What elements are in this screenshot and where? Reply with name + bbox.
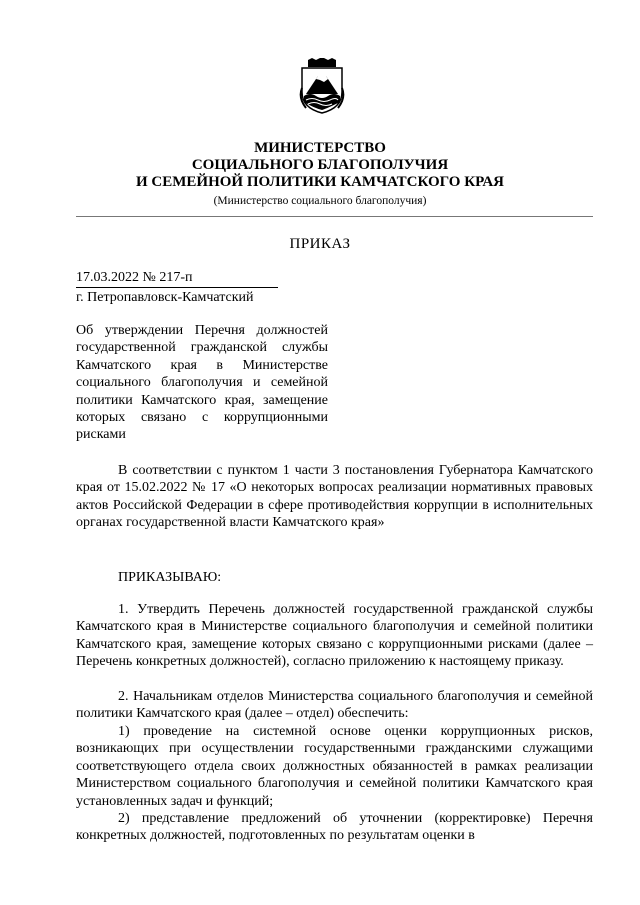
paragraph-2-1: 1) проведение на системной основе оценки коррупционных рисков, возникающих при осуществлении государственными гражданскими служащими соответствующего отдела своих должностных обязанностей в рамках реализации Министерством социального благополучия и семейной политики Камчатского края установленных задач и функций; bbox=[76, 724, 593, 809]
order-subject: Об утверждении Перечня должностей государственной гражданской службы Камчатского края в Министерстве социального благополучия и семейной политики Камчатского края, замещение которых связано с коррупционными рисками bbox=[76, 323, 328, 443]
paragraph-1: 1. Утвердить Перечень должностей государственной гражданской службы Камчатского края в Министерстве социального благополучия и семейной политики Камчатского края, замещение которых связано с коррупционными рисками (далее – Перечень конкретных должностей), согласно приложению к настоящему приказу. bbox=[76, 602, 593, 670]
order-city: г. Петропавловск-Камчатский bbox=[76, 290, 254, 305]
paragraph-2: 2. Начальникам отделов Министерства социального благополучия и семейной политики Камчатского края (далее – отдел) обеспечить: bbox=[76, 689, 593, 722]
preamble-paragraph: В соответствии с пунктом 1 части 3 постановления Губернатора Камчатского края от 15.02.2022 № 17 «О некоторых вопросах реализации нормативных правовых актов Российской Федерации в сфере противодействия коррупции в исполнительных органах государственной власти Камчатского края» bbox=[76, 463, 593, 531]
kamchatka-coat-of-arms-icon bbox=[298, 58, 346, 114]
order-date-number: 17.03.2022 № 217-п bbox=[76, 270, 278, 288]
header-divider bbox=[76, 216, 593, 217]
ministry-name-line1: МИНИСТЕРСТВО bbox=[254, 140, 386, 156]
ministry-short-name: (Министерство социального благополучия) bbox=[213, 195, 427, 207]
order-title: ПРИКАЗ bbox=[289, 236, 351, 252]
paragraph-2-2: 2) представление предложений об уточнении (корректировке) Перечня конкретных должностей, подготовленных по результатам оценки в bbox=[76, 811, 593, 844]
ministry-name-line3: И СЕМЕЙНОЙ ПОЛИТИКИ КАМЧАТСКОГО КРАЯ bbox=[135, 174, 504, 190]
order-word: ПРИКАЗЫВАЮ: bbox=[118, 570, 222, 585]
ministry-name-line2: СОЦИАЛЬНОГО БЛАГОПОЛУЧИЯ bbox=[191, 157, 449, 173]
